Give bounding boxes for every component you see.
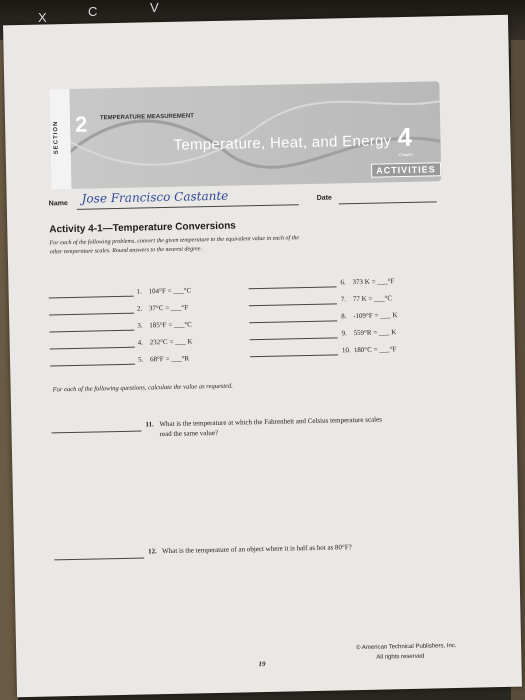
name-label: Name bbox=[48, 200, 68, 208]
problem-number: 10. bbox=[341, 346, 351, 355]
question-text-line-1: What is the temperature at which the Fahrenheit and Celsius temperature scales bbox=[159, 415, 383, 429]
questions-intro: For each of the following questions, calculate the value as requested. bbox=[52, 382, 233, 394]
problem-text: 104°F = ___°C bbox=[148, 286, 192, 296]
answer-line[interactable] bbox=[250, 337, 338, 340]
answer-line[interactable] bbox=[50, 364, 135, 367]
answer-line[interactable] bbox=[54, 558, 144, 561]
date-field-line[interactable] bbox=[339, 201, 437, 204]
answer-line[interactable] bbox=[249, 320, 337, 323]
problem-number: 2. bbox=[136, 304, 143, 313]
problem-number: 8. bbox=[341, 312, 347, 321]
answer-line[interactable] bbox=[49, 296, 134, 299]
question-number: 12. bbox=[147, 547, 157, 556]
section-heading: TEMPERATURE MEASUREMENT bbox=[99, 113, 194, 122]
keyboard-key-v: V bbox=[150, 0, 159, 15]
problem-text: 232°C = ___ K bbox=[149, 337, 193, 347]
problem-text: 559°R = ___ K bbox=[353, 328, 397, 338]
answer-line[interactable] bbox=[50, 347, 135, 350]
problem-text: 180°C = ___°F bbox=[353, 345, 397, 355]
problem-number: 6. bbox=[340, 278, 346, 287]
problem-text: -109°F = ___ K bbox=[353, 311, 398, 321]
answer-line[interactable] bbox=[250, 354, 338, 357]
keyboard-key-c: C bbox=[88, 4, 98, 19]
chapter-title: Temperature, Heat, and Energy bbox=[173, 132, 392, 154]
activity-title: Activity 4-1—Temperature Conversions bbox=[49, 220, 236, 236]
problem-number: 4. bbox=[137, 338, 144, 347]
instructions-line-1: For each of the following problems, convert the given temperature to the equivalent value in each of the bbox=[49, 235, 300, 247]
problem-text: 185°F = ___°C bbox=[149, 320, 193, 330]
problem-text: 77 K = ___°C bbox=[352, 294, 393, 304]
section-number: 2 bbox=[74, 111, 88, 137]
keyboard-key-x: X bbox=[38, 10, 47, 25]
answer-line[interactable] bbox=[52, 431, 142, 434]
answer-line[interactable] bbox=[49, 313, 134, 316]
question-number: 11. bbox=[145, 420, 154, 429]
problem-number: 9. bbox=[341, 329, 347, 338]
problem-text: 68°F = ___°R bbox=[149, 354, 190, 364]
name-value[interactable]: Jose Francisco Castante bbox=[81, 188, 229, 206]
worksheet-page bbox=[3, 15, 522, 697]
problem-number: 3. bbox=[137, 321, 143, 330]
instructions-line-2: other temperature scales. Round answers to the nearest degree. bbox=[49, 246, 203, 256]
question-text-line-2: read the same value? bbox=[159, 428, 219, 439]
activities-badge: ACTIVITIES bbox=[371, 162, 441, 177]
problem-text: 373 K = ___°F bbox=[352, 277, 395, 287]
problem-number: 7. bbox=[340, 295, 347, 304]
problem-text: 37°C = ___°F bbox=[148, 303, 189, 313]
problem-number: 1. bbox=[136, 287, 142, 296]
answer-line[interactable] bbox=[249, 286, 337, 289]
answer-line[interactable] bbox=[49, 330, 134, 333]
chapter-number: 4 bbox=[397, 121, 413, 153]
date-label: Date bbox=[316, 194, 332, 202]
question-text-line-1: What is the temperature of an object where it is half as hot as 80°F? bbox=[161, 543, 352, 556]
chapter-word: Chapter bbox=[398, 151, 414, 158]
problem-number: 5. bbox=[137, 355, 144, 364]
page-number: 19 bbox=[258, 660, 266, 669]
section-label: SECTION bbox=[53, 120, 60, 155]
answer-line[interactable] bbox=[249, 303, 337, 306]
rights-reserved: All rights reserved bbox=[376, 653, 425, 661]
publisher: © American Technical Publishers, Inc. bbox=[356, 643, 457, 652]
